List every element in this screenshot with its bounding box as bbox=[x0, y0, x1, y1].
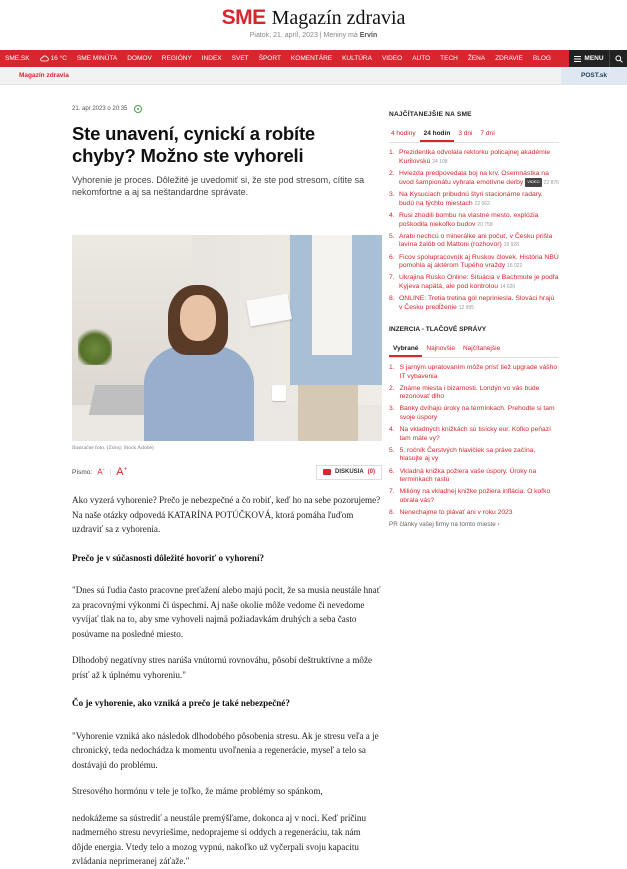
press-list bbox=[389, 364, 559, 517]
name-day: Ervín bbox=[359, 32, 378, 39]
list-item[interactable] bbox=[389, 149, 559, 166]
tab-7-dni[interactable]: 7 dní bbox=[480, 130, 495, 137]
nav-sport[interactable]: ŠPORT bbox=[258, 55, 281, 62]
press-link[interactable]: Nenechajme to plávať ani v roku 2023 bbox=[399, 508, 513, 516]
paragraph-6: nedokážeme sa sústrediť a neustále premýšľame, dokonca aj v noci. Keď príčinu nadmerného stresu nevyriešime, nedoprajeme si oddych a regeneráciu, tak nám dôjde energia. Vtedy telo a mozog vypnú, nakoľko už vyčerpali svoju kapacitu zvládania neprimeranej záťaže." bbox=[72, 812, 367, 866]
rank-number: 4. bbox=[389, 426, 395, 434]
photo-mug bbox=[272, 385, 286, 401]
read-count: 14 620 bbox=[499, 283, 516, 290]
discussion-label: DISKUSIA bbox=[334, 469, 364, 475]
nav-sme-sk[interactable]: SME.SK bbox=[5, 55, 30, 62]
paragraph-4: "Vyhorenie vzniká ako následok dlhodobého pôsobenia stresu. Ak je stresu veľa a je chronický, teda nedochádza k momentu uvoľnenia a regenerácie, myseľ a telo sa dostávajú do problému. bbox=[72, 730, 379, 770]
font-decrease-button[interactable] bbox=[97, 467, 104, 477]
rank-number: 4. bbox=[389, 212, 395, 220]
rank-number: 5. bbox=[389, 232, 395, 240]
menu-button[interactable] bbox=[569, 50, 609, 67]
nav-weather[interactable] bbox=[35, 50, 72, 67]
font-small-sup: - bbox=[102, 467, 105, 474]
most-read-list bbox=[389, 149, 559, 312]
subheading-1: Prečo je v súčasnosti dôležité hovoriť o vyhorení? bbox=[72, 552, 265, 563]
press-link[interactable]: Vkladná knižka požiera vaše úspory. Úroky na termínkach rastú bbox=[399, 467, 537, 484]
font-big-glyph: A bbox=[116, 466, 124, 478]
rank-number: 3. bbox=[389, 405, 395, 413]
press-link[interactable]: Známe miesta i bizarnosti. Londýn vo vás bude rezonovať dlho bbox=[399, 384, 540, 401]
site-logo[interactable] bbox=[222, 6, 406, 30]
rank-number: 7. bbox=[389, 488, 395, 496]
paragraph-5: Stresového hormónu v tele je toľko, že máme problémy so spánkom, bbox=[72, 786, 323, 796]
photo-paper bbox=[246, 294, 292, 327]
main-navigation bbox=[0, 50, 627, 67]
list-item[interactable] bbox=[389, 447, 559, 464]
nav-domov[interactable]: DOMOV bbox=[127, 55, 152, 62]
subheading-2: Čo je vyhorenie, ako vzniká a prečo je také nebezpečné? bbox=[72, 698, 290, 708]
article-link[interactable]: Na Kysuciach pribudnú štyri stacionárne radary, budú na týchto miestach bbox=[399, 191, 543, 208]
press-heading: INZERCIA - TLAČOVÉ SPRÁVY bbox=[389, 326, 487, 334]
list-item[interactable] bbox=[389, 191, 559, 208]
brand-sme: SME bbox=[221, 6, 266, 29]
rank-number: 2. bbox=[389, 384, 395, 392]
nav-blog[interactable]: BLOG bbox=[532, 55, 551, 62]
nav-sme-minuta[interactable]: SME MINÚTA bbox=[76, 55, 118, 62]
font-size-control bbox=[72, 466, 127, 478]
tab-24-hodin[interactable]: 24 hodín bbox=[420, 127, 455, 142]
rank-number: 3. bbox=[389, 191, 395, 199]
list-item[interactable] bbox=[389, 468, 559, 485]
brand-title: Magazín zdravia bbox=[271, 7, 406, 29]
nav-index[interactable]: INDEX bbox=[201, 55, 222, 62]
font-big-sup: + bbox=[123, 466, 128, 473]
discussion-count: (0) bbox=[367, 469, 375, 475]
read-count: 22 876 bbox=[543, 180, 559, 187]
article-link[interactable]: Prezidentka odvolala rektorku policajnej akadémie Kurilovskú bbox=[399, 149, 551, 165]
photo-man-tee bbox=[312, 235, 352, 355]
nav-regiony[interactable]: REGIÓNY bbox=[161, 55, 192, 62]
article-toolbar bbox=[72, 463, 382, 481]
press-tabs bbox=[389, 342, 559, 358]
photo-man-pants bbox=[298, 385, 358, 441]
font-increase-button[interactable] bbox=[116, 466, 127, 478]
press-link[interactable]: Milióny na vkladnej knižke požiera inflácia. O koľko obrala vás? bbox=[399, 488, 551, 504]
read-count: 24 108 bbox=[432, 158, 448, 165]
list-item[interactable] bbox=[389, 405, 559, 422]
pr-articles-link[interactable]: PR články vašej firmy na tomto mieste › bbox=[389, 521, 500, 528]
read-count: 12 995 bbox=[458, 304, 474, 311]
press-link[interactable]: 5. ročník Čerstvých hlavičiek sa práve začína, hlasujte aj vy bbox=[399, 446, 536, 463]
list-item[interactable] bbox=[389, 385, 559, 402]
tab-vybrane[interactable]: Vybrané bbox=[389, 342, 422, 357]
list-item[interactable] bbox=[389, 509, 559, 518]
article-perex: Vyhorenie je proces. Dôležité je uvedomiť si, že ste pod stresom, cítite sa nekomfortne a aj sa neštandardne správate. bbox=[72, 175, 365, 197]
paragraph-3: Dlhodobý negatívny stres narúša vnútornú rovnováhu, pôsobí deštruktívne a môže prísť až k úplnému vyhoreniu." bbox=[72, 655, 373, 680]
nav-kultura[interactable]: KULTÚRA bbox=[342, 55, 372, 62]
photo-plant bbox=[78, 325, 112, 365]
list-item[interactable] bbox=[389, 364, 559, 381]
nav-tech[interactable]: TECH bbox=[440, 55, 458, 62]
photo-caption: Ilustračné foto. (Zdroj: Stock Adobe) bbox=[72, 445, 154, 451]
tab-najcitanejsie[interactable]: Najčítanejšie bbox=[462, 345, 501, 353]
rank-number: 6. bbox=[389, 467, 395, 475]
article bbox=[72, 105, 382, 869]
weather-cloud-icon bbox=[40, 55, 49, 62]
paragraph-2: "Dnes sú ľudia často pracovne preťažení alebo majú pocit, že sa musia neustále hnať za pracovnými výkonmi či úspechmi. Aj naše okolie môže vedome či nevedome vyvíjať tlak na to, aby sme vyhoveli najmä požiadavkám druhých a seba často posúvame na posledné miesto. bbox=[72, 585, 381, 639]
article-photo[interactable] bbox=[72, 235, 382, 441]
nav-zena[interactable]: ŽENA bbox=[467, 55, 486, 62]
publish-date: 21. apr 2023 o 20:35 bbox=[72, 106, 128, 112]
list-item[interactable] bbox=[389, 170, 559, 188]
section-subnav bbox=[0, 67, 627, 85]
nav-video[interactable]: VIDEO bbox=[381, 55, 403, 62]
rank-number: 8. bbox=[389, 294, 395, 302]
sidebar bbox=[389, 111, 559, 528]
tab-3-dni[interactable]: 3 dni bbox=[458, 130, 473, 137]
article-link[interactable]: Arabi nechcú o minerálke ani počuť, v Česku prišla lavína žalôb od Mattoni (rozhovor) bbox=[399, 232, 553, 249]
rank-number: 6. bbox=[389, 253, 395, 261]
nav-auto[interactable]: AUTO bbox=[412, 55, 431, 62]
rank-number: 8. bbox=[389, 508, 395, 516]
nav-komentare[interactable]: KOMENTÁRE bbox=[290, 55, 333, 62]
rank-number: 5. bbox=[389, 446, 395, 454]
article-meta bbox=[72, 105, 382, 113]
rank-number: 7. bbox=[389, 274, 395, 282]
discussion-button[interactable] bbox=[316, 465, 382, 480]
dateline bbox=[0, 32, 627, 39]
press-link[interactable]: S jarným upratovaním môže prísť tiež upgrade vášho IT vybavenia bbox=[399, 364, 558, 380]
read-count: 20 758 bbox=[477, 221, 493, 228]
search-icon bbox=[615, 55, 623, 63]
rank-number: 1. bbox=[389, 364, 395, 372]
search-button[interactable] bbox=[609, 50, 627, 67]
list-item[interactable] bbox=[389, 254, 559, 271]
article-body bbox=[72, 493, 382, 869]
video-tag: VIDEO bbox=[525, 178, 541, 187]
read-count: 19 928 bbox=[503, 242, 519, 249]
list-item[interactable] bbox=[389, 233, 559, 250]
press-link[interactable]: Na vkladných knižkách sú tisícky eur. Koľko peňazí tam máte vy? bbox=[399, 426, 551, 442]
read-count: 16 022 bbox=[507, 263, 523, 270]
list-item[interactable] bbox=[389, 212, 559, 229]
article-link[interactable]: Rusi zhodili bombu na vlastné mesto, explózia poškodila niekoľko budov bbox=[399, 212, 539, 228]
font-small-glyph: A bbox=[97, 467, 103, 477]
paragraph-1: Ako vyzerá vyhorenie? Prečo je nebezpečné a čo robiť, keď ho na sebe pozorujeme? Na naše otázky odpovedá KATARÍNA POTÚČKOVÁ, ktorá pomáha ľuďom uzdraviť sa z vyhorenia. bbox=[72, 495, 381, 534]
list-item[interactable] bbox=[389, 274, 559, 291]
section-title-link[interactable]: Magazín zdravia bbox=[19, 72, 69, 79]
article-link[interactable]: Ukrajina Rusko Online: Situácia v Bachmute je podľa Kyjeva napätá, ale pod kontrolou bbox=[399, 274, 559, 290]
tab-4-hodiny[interactable]: 4 hodiny bbox=[391, 130, 416, 137]
weather-temp: 16 °C bbox=[50, 55, 67, 62]
most-read-heading: NAJČÍTANEJŠIE NA SME bbox=[389, 111, 472, 118]
press-link[interactable]: Banky dvíhajú úroky na termínkach. Prehodte si tam svoje úspory bbox=[399, 405, 555, 422]
nav-zdravie[interactable]: ZDRAVIE bbox=[495, 55, 523, 62]
nav-right-controls bbox=[569, 50, 627, 67]
menu-label: MENU bbox=[584, 55, 604, 62]
article-link[interactable]: ONLINE: Tretia tretina gól nepriniesla. Slováci hrajú v Česku predĺženie bbox=[399, 294, 555, 311]
date-text: Piatok, 21. apríl, 2023 | Meniny má bbox=[249, 32, 360, 39]
article-link[interactable]: Ficov spolupracovník aj Ruskov človek. História NBÚ pomohla aj aktérom Tupého vraždy bbox=[399, 253, 559, 270]
font-size-label: Písmo: bbox=[72, 468, 93, 476]
read-count: 22 062 bbox=[474, 201, 490, 208]
green-dot-icon bbox=[134, 105, 142, 113]
nav-svet[interactable]: SVET bbox=[231, 55, 249, 62]
list-item[interactable] bbox=[389, 426, 559, 443]
list-item[interactable] bbox=[389, 488, 559, 505]
hamburger-menu-icon bbox=[574, 56, 581, 62]
masthead bbox=[0, 0, 627, 50]
comment-bubble-icon bbox=[323, 469, 331, 475]
most-read-tabs bbox=[389, 127, 559, 143]
photo-woman-face bbox=[180, 295, 216, 341]
article-headline: Ste unavení, cynickí a robíte chyby? Možno ste vyhoreli bbox=[72, 123, 316, 166]
photo-woman-shirt bbox=[144, 345, 254, 441]
font-separator: | bbox=[109, 468, 112, 476]
tab-najnovsie[interactable]: Najnovšie bbox=[426, 345, 455, 353]
article-link[interactable]: Hviezda predpovedala boj na krv. Osemnástka na úvod šampionátu vyhrala emotívne derby bbox=[399, 169, 549, 187]
rank-number: 1. bbox=[389, 149, 395, 156]
post-sk-link[interactable]: POST.sk bbox=[561, 67, 627, 85]
list-item[interactable] bbox=[389, 295, 559, 312]
rank-number: 2. bbox=[389, 169, 395, 177]
